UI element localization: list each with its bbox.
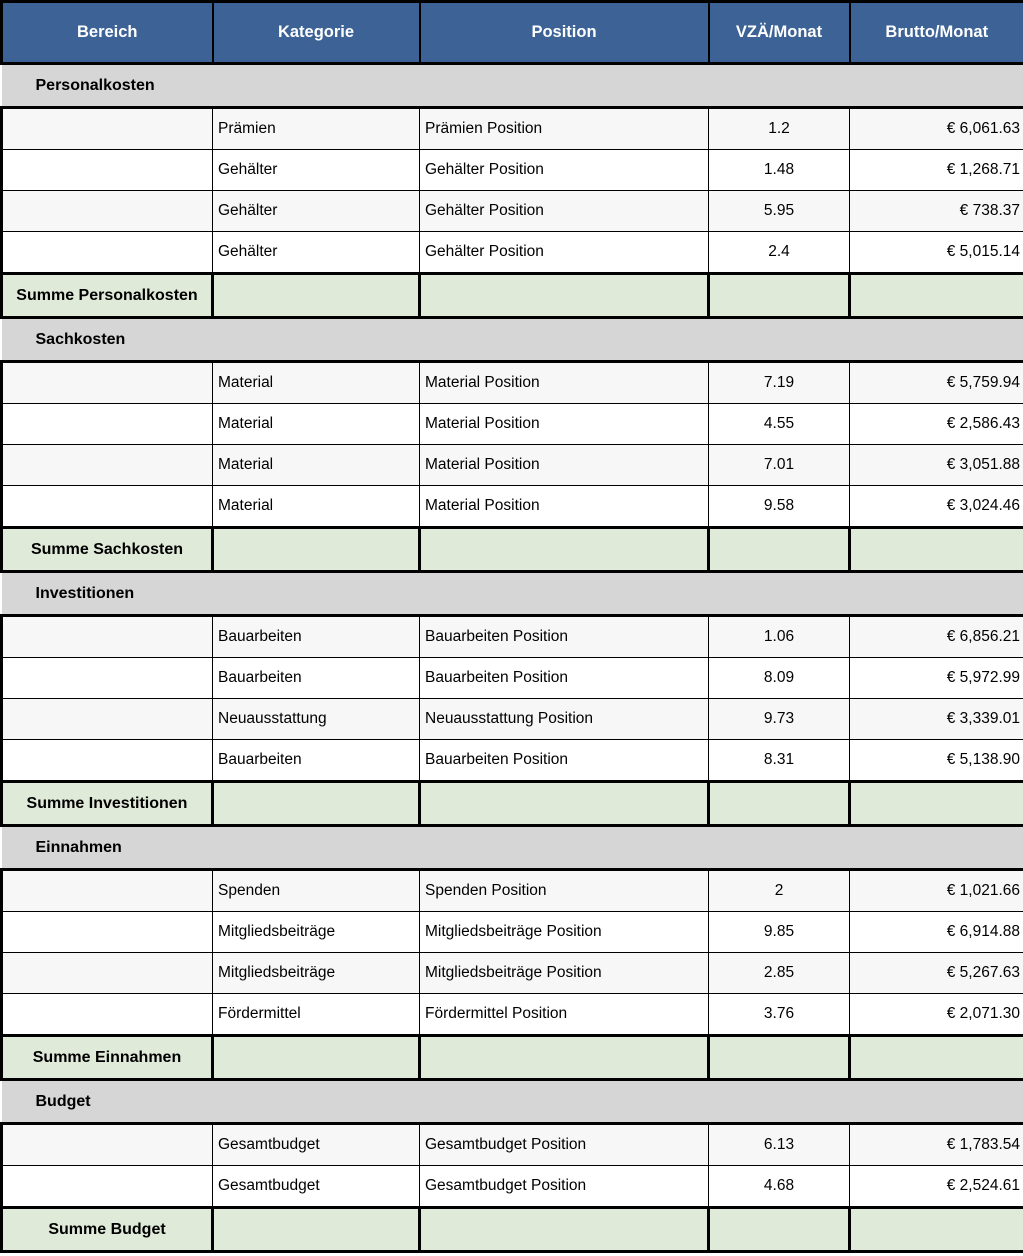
section-header-cell [2,826,1023,870]
cell-position[interactable]: Neuausstattung Position [420,699,709,740]
summary-row[interactable] [2,1208,1023,1252]
summary-cell-brutto[interactable] [850,274,1023,318]
cell-kategorie[interactable]: Bauarbeiten [213,616,420,658]
cell-bereich[interactable] [2,616,213,658]
table-row[interactable] [2,108,1023,150]
cell-kategorie[interactable]: Gehälter [213,150,420,191]
header-row [2,2,1023,64]
summary-label-cell[interactable] [2,1036,213,1080]
cell-position[interactable]: Material Position [420,362,709,404]
cell-vza[interactable]: 1.06 [709,616,850,658]
table-row[interactable] [2,953,1023,994]
cell-brutto[interactable]: € 5,138.90 [850,740,1023,782]
cell-position[interactable]: Bauarbeiten Position [420,740,709,782]
cell-position[interactable]: Gesamtbudget Position [420,1124,709,1166]
column-header-position[interactable]: Position [420,2,709,64]
summary-cell-vza[interactable] [709,1036,850,1080]
summary-cell-position[interactable] [420,1036,709,1080]
cell-kategorie[interactable]: Mitgliedsbeiträge [213,953,420,994]
table-row[interactable] [2,912,1023,953]
table-bottom-edge-cell [2,1252,1023,1256]
cell-vza[interactable]: 3.76 [709,994,850,1036]
cell-brutto[interactable]: € 5,972.99 [850,658,1023,699]
cell-brutto[interactable]: € 1,783.54 [850,1124,1023,1166]
cell-kategorie[interactable]: Spenden [213,870,420,912]
table-row[interactable] [2,740,1023,782]
cell-bereich[interactable] [2,486,213,528]
cell-bereich[interactable] [2,150,213,191]
table-row[interactable] [2,870,1023,912]
cell-bereich[interactable] [2,994,213,1036]
cell-brutto[interactable]: € 5,759.94 [850,362,1023,404]
table-header [2,2,1023,64]
table-row[interactable] [2,445,1023,486]
cell-kategorie[interactable]: Neuausstattung [213,699,420,740]
cell-vza[interactable]: 8.31 [709,740,850,782]
table-row[interactable] [2,404,1023,445]
cell-position[interactable]: Gehälter Position [420,191,709,232]
section-title: Sachkosten [2,331,1023,349]
summary-row[interactable] [2,274,1023,318]
cell-position[interactable]: Mitgliedsbeiträge Position [420,953,709,994]
cell-vza[interactable]: 5.95 [709,191,850,232]
cell-vza[interactable]: 9.73 [709,699,850,740]
cell-bereich[interactable] [2,191,213,232]
cell-position[interactable]: Bauarbeiten Position [420,616,709,658]
table-body [2,64,1023,1256]
cell-brutto[interactable]: € 2,586.43 [850,404,1023,445]
summary-cell-vza[interactable] [709,274,850,318]
cell-kategorie[interactable]: Gehälter [213,232,420,274]
section-title: Investitionen [2,585,1023,603]
cell-kategorie[interactable]: Material [213,486,420,528]
table-row[interactable] [2,362,1023,404]
summary-label: Summe Sachkosten [3,541,211,559]
cell-kategorie[interactable]: Gehälter [213,191,420,232]
cell-bereich[interactable] [2,912,213,953]
table-row[interactable] [2,191,1023,232]
summary-row[interactable] [2,782,1023,826]
section-title: Einnahmen [2,839,1023,857]
summary-label: Summe Budget [3,1221,211,1239]
cell-vza[interactable]: 2.85 [709,953,850,994]
summary-label-cell[interactable] [2,1208,213,1252]
summary-cell-kategorie[interactable] [213,1208,420,1252]
table-row[interactable] [2,699,1023,740]
cell-vza[interactable]: 2.4 [709,232,850,274]
table-bottom-edge [2,1252,1023,1256]
cell-position[interactable]: Material Position [420,404,709,445]
cell-bereich[interactable] [2,658,213,699]
summary-row[interactable] [2,528,1023,572]
cell-vza[interactable]: 8.09 [709,658,850,699]
cell-brutto[interactable]: € 1,268.71 [850,150,1023,191]
column-header-kategorie[interactable]: Kategorie [213,2,420,64]
summary-cell-position[interactable] [420,782,709,826]
cell-vza[interactable]: 7.19 [709,362,850,404]
section-header-row [2,64,1023,108]
summary-cell-brutto[interactable] [850,782,1023,826]
summary-cell-position[interactable] [420,274,709,318]
cell-kategorie[interactable]: Gesamtbudget [213,1124,420,1166]
cell-brutto[interactable]: € 3,339.01 [850,699,1023,740]
summary-cell-kategorie[interactable] [213,782,420,826]
cell-position[interactable]: Prämien Position [420,108,709,150]
cell-position[interactable]: Spenden Position [420,870,709,912]
cell-brutto[interactable]: € 3,024.46 [850,486,1023,528]
cell-brutto[interactable]: € 738.37 [850,191,1023,232]
section-header-row [2,318,1023,362]
cell-kategorie[interactable]: Mitgliedsbeiträge [213,912,420,953]
cell-bereich[interactable] [2,870,213,912]
summary-cell-vza[interactable] [709,782,850,826]
summary-label: Summe Einnahmen [3,1049,211,1067]
section-header-cell [2,1080,1023,1124]
summary-label-cell[interactable] [2,274,213,318]
cell-brutto[interactable]: € 5,015.14 [850,232,1023,274]
cell-vza[interactable]: 9.58 [709,486,850,528]
cell-brutto[interactable]: € 2,071.30 [850,994,1023,1036]
summary-label-cell[interactable] [2,528,213,572]
cell-vza[interactable]: 7.01 [709,445,850,486]
section-header-row [2,572,1023,616]
summary-cell-kategorie[interactable] [213,274,420,318]
table-row[interactable] [2,1166,1023,1208]
cell-kategorie[interactable]: Bauarbeiten [213,658,420,699]
summary-row[interactable] [2,1036,1023,1080]
section-title: Budget [2,1093,1023,1111]
cell-vza[interactable]: 4.55 [709,404,850,445]
cell-bereich[interactable] [2,953,213,994]
cell-kategorie[interactable]: Prämien [213,108,420,150]
summary-cell-kategorie[interactable] [213,1036,420,1080]
cell-kategorie[interactable]: Material [213,404,420,445]
table-row[interactable] [2,994,1023,1036]
cell-brutto[interactable]: € 6,061.63 [850,108,1023,150]
cell-kategorie[interactable]: Material [213,362,420,404]
summary-cell-brutto[interactable] [850,1208,1023,1252]
cell-bereich[interactable] [2,1166,213,1208]
summary-cell-brutto[interactable] [850,1036,1023,1080]
summary-label-cell[interactable] [2,782,213,826]
section-header-row [2,1080,1023,1124]
cell-bereich[interactable] [2,108,213,150]
section-title: Personalkosten [2,77,1023,95]
cell-brutto[interactable]: € 5,267.63 [850,953,1023,994]
cell-bereich[interactable] [2,1124,213,1166]
cell-vza[interactable]: 9.85 [709,912,850,953]
cell-position[interactable]: Fördermittel Position [420,994,709,1036]
cell-vza[interactable]: 6.13 [709,1124,850,1166]
cell-bereich[interactable] [2,404,213,445]
cell-position[interactable]: Gehälter Position [420,150,709,191]
cell-brutto[interactable]: € 2,524.61 [850,1166,1023,1208]
cell-bereich[interactable] [2,445,213,486]
cell-position[interactable]: Bauarbeiten Position [420,658,709,699]
column-header-bereich[interactable]: Bereich [2,2,213,64]
cell-bereich[interactable] [2,232,213,274]
cell-brutto[interactable]: € 6,914.88 [850,912,1023,953]
summary-cell-position[interactable] [420,528,709,572]
section-header-cell [2,572,1023,616]
cell-bereich[interactable] [2,740,213,782]
table-row[interactable] [2,1124,1023,1166]
column-header-brutto[interactable]: Brutto/Monat [850,2,1023,64]
summary-label: Summe Investitionen [3,795,211,813]
table-row[interactable] [2,486,1023,528]
cell-vza[interactable]: 1.2 [709,108,850,150]
table-row[interactable] [2,616,1023,658]
cell-vza[interactable]: 4.68 [709,1166,850,1208]
cell-bereich[interactable] [2,699,213,740]
summary-cell-brutto[interactable] [850,528,1023,572]
table-row[interactable] [2,232,1023,274]
summary-cell-position[interactable] [420,1208,709,1252]
table-row[interactable] [2,658,1023,699]
cell-kategorie[interactable]: Gesamtbudget [213,1166,420,1208]
section-header-row [2,826,1023,870]
summary-cell-vza[interactable] [709,528,850,572]
cell-kategorie[interactable]: Bauarbeiten [213,740,420,782]
column-header-vza[interactable]: VZÄ/Monat [709,2,850,64]
cell-brutto[interactable]: € 3,051.88 [850,445,1023,486]
summary-cell-vza[interactable] [709,1208,850,1252]
cell-vza[interactable]: 1.48 [709,150,850,191]
table-row[interactable] [2,150,1023,191]
section-header-cell [2,318,1023,362]
section-header-cell [2,64,1023,108]
summary-label: Summe Personalkosten [3,287,211,305]
cell-position[interactable]: Gehälter Position [420,232,709,274]
cell-bereich[interactable] [2,362,213,404]
cell-position[interactable]: Gesamtbudget Position [420,1166,709,1208]
cell-vza[interactable]: 2 [709,870,850,912]
summary-cell-kategorie[interactable] [213,528,420,572]
cell-brutto[interactable]: € 1,021.66 [850,870,1023,912]
cell-kategorie[interactable]: Fördermittel [213,994,420,1036]
cell-brutto[interactable]: € 6,856.21 [850,616,1023,658]
cell-position[interactable]: Mitgliedsbeiträge Position [420,912,709,953]
cell-position[interactable]: Material Position [420,445,709,486]
cell-position[interactable]: Material Position [420,486,709,528]
cell-kategorie[interactable]: Material [213,445,420,486]
